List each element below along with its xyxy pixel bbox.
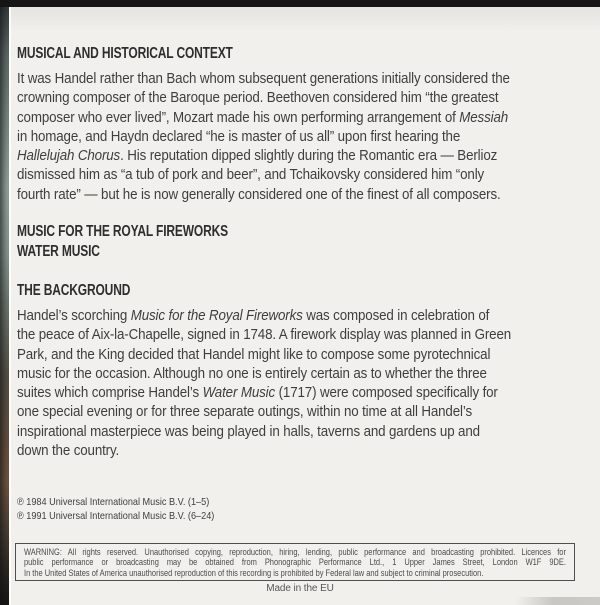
text-line: Handel’s scorching Music for the Royal Fireworks was composed in celebration of	[17, 307, 490, 324]
text-line: composer who ever lived”, Mozart made his own performing arrangement of Messiah	[17, 108, 509, 126]
phonogram-copyright	[17, 495, 214, 523]
text-line: Park, and the King decided that Handel might like to compose some pyrotechnical	[17, 345, 491, 363]
spine-scan-edge	[0, 0, 9, 605]
text-line: one special evening or for three separate outings, within no time at all Handel’s	[17, 403, 472, 421]
text-line: inspirational masterpiece was being played in halls, taverns and gardens up and	[17, 422, 480, 440]
text-line: the peace of Aix-la-Chapelle, signed in 1748. A firework display was planned in Green	[17, 326, 512, 344]
top-edge-bar	[0, 0, 600, 7]
made-in-label: Made in the EU	[266, 583, 334, 594]
text-line: MUSIC FOR THE ROYAL FIREWORKS	[17, 223, 228, 240]
text-line: public performance or broadcasting may be obtained from Phonographic Performance Ltd., 1 Upper James Street, London W1F 9DE.	[24, 556, 566, 568]
text-line: suites which comprise Handel’s Water Music (1717) were composed specifically for	[17, 384, 498, 402]
scan-artifact	[515, 597, 600, 605]
text-line: in homage, and Haydn declared “he is master of us all” upon first hearing the	[17, 127, 461, 145]
section-heading-musical-context: MUSICAL AND HISTORICAL CONTEXT	[17, 45, 233, 62]
text-line: dismissed him as “a tub of pork and beer”, and Tchaikovsky considered him “only	[17, 166, 485, 184]
text-line: music for the occasion. Although no one is entirely certain as to whether the three	[17, 364, 487, 382]
warning-box	[15, 543, 575, 581]
warning-text	[24, 547, 566, 579]
text-line: Hallelujah Chorus. His reputation dipped slightly during the Romantic era — Berlioz	[17, 147, 498, 165]
text-line: It was Handel rather than Bach whom subsequent generations initially considered the	[17, 70, 510, 87]
copyright-line-1984: ℗ 1984 Universal International Music B.V. (1–5)	[17, 496, 210, 508]
copyright-line-1991: ℗ 1991 Universal International Music B.V. (6–24)	[17, 510, 215, 522]
text-line: WATER MUSIC	[17, 242, 100, 260]
text-line: down the country.	[17, 442, 120, 460]
works-title-heading	[17, 222, 228, 261]
text-line: WARNING: All rights reserved. Unauthorised copying, reproduction, hiring, lending, public performance and broadcasting prohibited. Licences for	[24, 545, 566, 557]
background-paragraph	[17, 306, 587, 460]
text-line: fourth rate” — but he is now generally considered one of the finest of all composers.	[17, 185, 501, 203]
text-line: crowning composer of the Baroque period. Beethoven considered him “the greatest	[17, 89, 499, 107]
text-line: In the United States of America unauthorised reproduction of this recording is prohibited by Federal law and subject to criminal prosecution.	[24, 566, 484, 578]
section-heading-background: THE BACKGROUND	[17, 282, 131, 299]
context-paragraph	[17, 69, 587, 204]
